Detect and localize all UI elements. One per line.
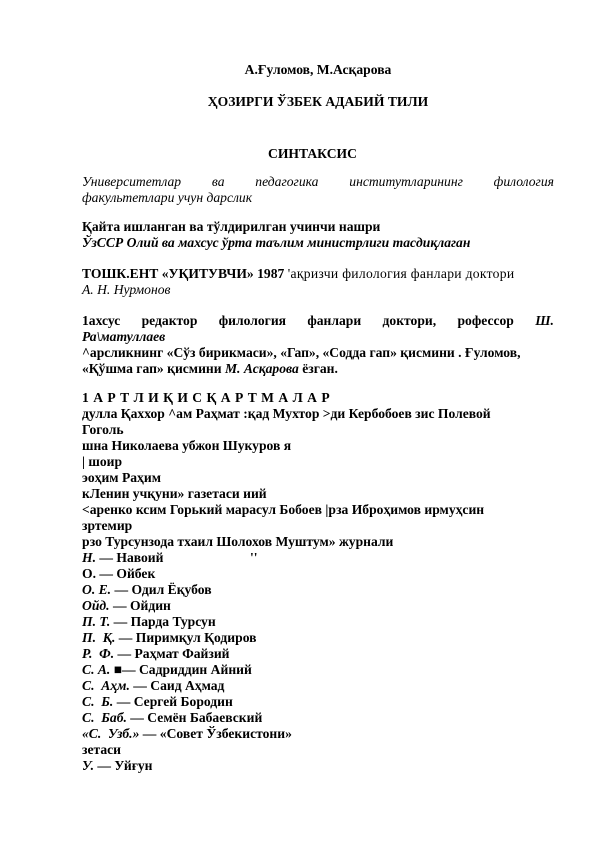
abbr-dash: — xyxy=(130,710,144,725)
abbr-text-line: рзо Турсунзода тхаил Шолохов Муштум» журнали xyxy=(82,534,394,549)
abbr-dash: — xyxy=(97,758,112,773)
abbr-full: Уйғун xyxy=(114,758,153,773)
abbr-text-line: дулла Қаххор ^ам Раҳмат :қад Мухтор >ди Кербобоев зис Полевой xyxy=(82,406,491,421)
abbr-text-line: | шоир xyxy=(82,454,123,469)
abbr-text-line: эоҳим Раҳим xyxy=(82,470,161,485)
abbr-full: Ойдин xyxy=(129,598,171,613)
abbr-full: Сергей Бородин xyxy=(133,694,233,709)
authors: А.Ғуломов, М.Асқарова xyxy=(244,62,392,77)
abbreviation-entry xyxy=(82,758,554,774)
abbr-full: Раҳмат Файзий xyxy=(134,646,230,661)
abbr-dash: ■— xyxy=(113,662,136,677)
abbr-dash: — xyxy=(114,582,129,597)
abbr-note: '' xyxy=(250,550,258,565)
purpose-word: ва xyxy=(211,174,225,189)
abbr-dash: — xyxy=(99,550,113,565)
abbr-text-line: кЛенин учқуни» газетаси иий xyxy=(82,486,267,501)
editor-author: М. Асқарова xyxy=(224,361,299,376)
abbr-text-line: шна Николаева убжон Шукуров я xyxy=(82,438,292,453)
abbr: О. Е. xyxy=(82,582,112,597)
abbr: О. xyxy=(82,566,96,581)
purpose-line-2: факультетлари учун дарслик xyxy=(82,190,253,205)
editor-line-3: ^арсликнинг «Сўз бирикмаси», «Гап», «Содда гап» қисмини . Ғуломов, xyxy=(82,345,521,360)
abbr-dash: — xyxy=(118,630,133,645)
purpose-word: филология xyxy=(493,174,554,189)
abbr-dash: — xyxy=(99,566,113,581)
editor-word: доктори, xyxy=(382,313,437,328)
abbreviation-entry xyxy=(82,694,554,710)
abbreviations-title: 1 А Р Т Л И Қ И С Қ А Р Т М А Л А Р xyxy=(82,390,331,405)
abbr-full: «Совет Ўзбекистони» xyxy=(159,726,292,741)
abbreviation-entry xyxy=(82,662,554,678)
editor-text: ёзган. xyxy=(302,361,338,376)
abbreviation-entry xyxy=(82,598,554,614)
abbr: С. Б. xyxy=(82,694,114,709)
publisher-name: ТОШК.ЕНТ «УҚИТУВЧИ» 1987 xyxy=(82,266,285,281)
editor-word: Ш. xyxy=(535,313,554,328)
approval: ЎзССР Олий ва махсус ўрта таълим министрлиги тасдиқлаган xyxy=(82,235,471,250)
editor-word: рофессор xyxy=(457,313,514,328)
reviewer-title: 'ақризчи филология фанлари доктори xyxy=(287,266,515,281)
abbr-full: Семён Бабаевский xyxy=(147,710,263,725)
purpose-word: Университетлар xyxy=(82,174,182,189)
abbr: С. А. xyxy=(82,662,111,677)
editor-word: 1ахсус xyxy=(82,313,121,328)
abbreviation-entry xyxy=(82,710,554,726)
editor-word: фанлари xyxy=(307,313,362,328)
abbr-text-line: Гоголь xyxy=(82,422,124,437)
abbr: Р. Ф. xyxy=(82,646,115,661)
abbr: «С. Узб.» xyxy=(82,726,140,741)
reviewer-name: А. Н. Нурмонов xyxy=(82,282,171,297)
abbr-full: Парда Турсун xyxy=(130,614,216,629)
abbr-full: Одил Ёқубов xyxy=(131,582,212,597)
abbr: П. Қ. xyxy=(82,630,116,645)
abbreviation-entry xyxy=(82,742,554,758)
abbreviation-entry xyxy=(82,678,554,694)
abbr-dash: — xyxy=(116,694,131,709)
editor-text: «Қўшма гап» қисмини xyxy=(82,361,222,376)
abbreviation-entry xyxy=(82,614,554,630)
abbr-text-line: зртемир xyxy=(82,518,133,533)
editor-name: Ра\матуллаев xyxy=(82,329,166,344)
purpose-line-1 xyxy=(82,174,554,190)
abbr: П. Т. xyxy=(82,614,111,629)
abbr: Н. xyxy=(82,550,96,565)
edition: Қайта ишланган ва тўлдирилган учинчи нашри xyxy=(82,219,381,234)
book-title: ҲОЗИРГИ ЎЗБЕК АДАБИЙ ТИЛИ xyxy=(207,94,429,109)
abbreviation-entry xyxy=(82,582,554,598)
abbr-full: Садриддин Айний xyxy=(138,662,252,677)
abbreviation-entry xyxy=(82,630,554,646)
abbr: С. Баб. xyxy=(82,710,127,725)
abbr-full: Пиримқул Қодиров xyxy=(135,630,257,645)
abbr-full: Ойбек xyxy=(116,566,156,581)
abbr-dash: — xyxy=(142,726,157,741)
abbr-text-line: <аренко ксим Горький марасул Бобоев |рза Иброҳимов ирмуҳсин xyxy=(82,502,485,517)
editor-word: редактор xyxy=(141,313,198,328)
section-title: СИНТАКСИС xyxy=(268,146,357,161)
abbreviation-entry xyxy=(82,726,554,742)
abbr-full: Саид Аҳмад xyxy=(150,678,225,693)
abbr-dash: — xyxy=(117,646,132,661)
purpose-word: институтларининг xyxy=(349,174,463,189)
publisher-line-1 xyxy=(82,266,554,282)
abbr: У. xyxy=(82,758,95,773)
editor-word: филология xyxy=(218,313,286,328)
abbreviation-entry xyxy=(82,550,554,566)
abbreviation-entry xyxy=(82,566,554,582)
abbr: Ойд. xyxy=(82,598,110,613)
abbr-dash: — xyxy=(112,598,127,613)
editor-line-4 xyxy=(82,361,554,377)
abbreviation-entry xyxy=(82,646,554,662)
purpose-word: педагогика xyxy=(255,174,319,189)
abbr-dash: — xyxy=(133,678,147,693)
abbr: С. Аҳм. xyxy=(82,678,130,693)
abbr: зетаси xyxy=(82,742,122,757)
abbr-dash: — xyxy=(113,614,128,629)
abbr-full: Навоий xyxy=(116,550,164,565)
editor-line-1 xyxy=(82,313,554,329)
